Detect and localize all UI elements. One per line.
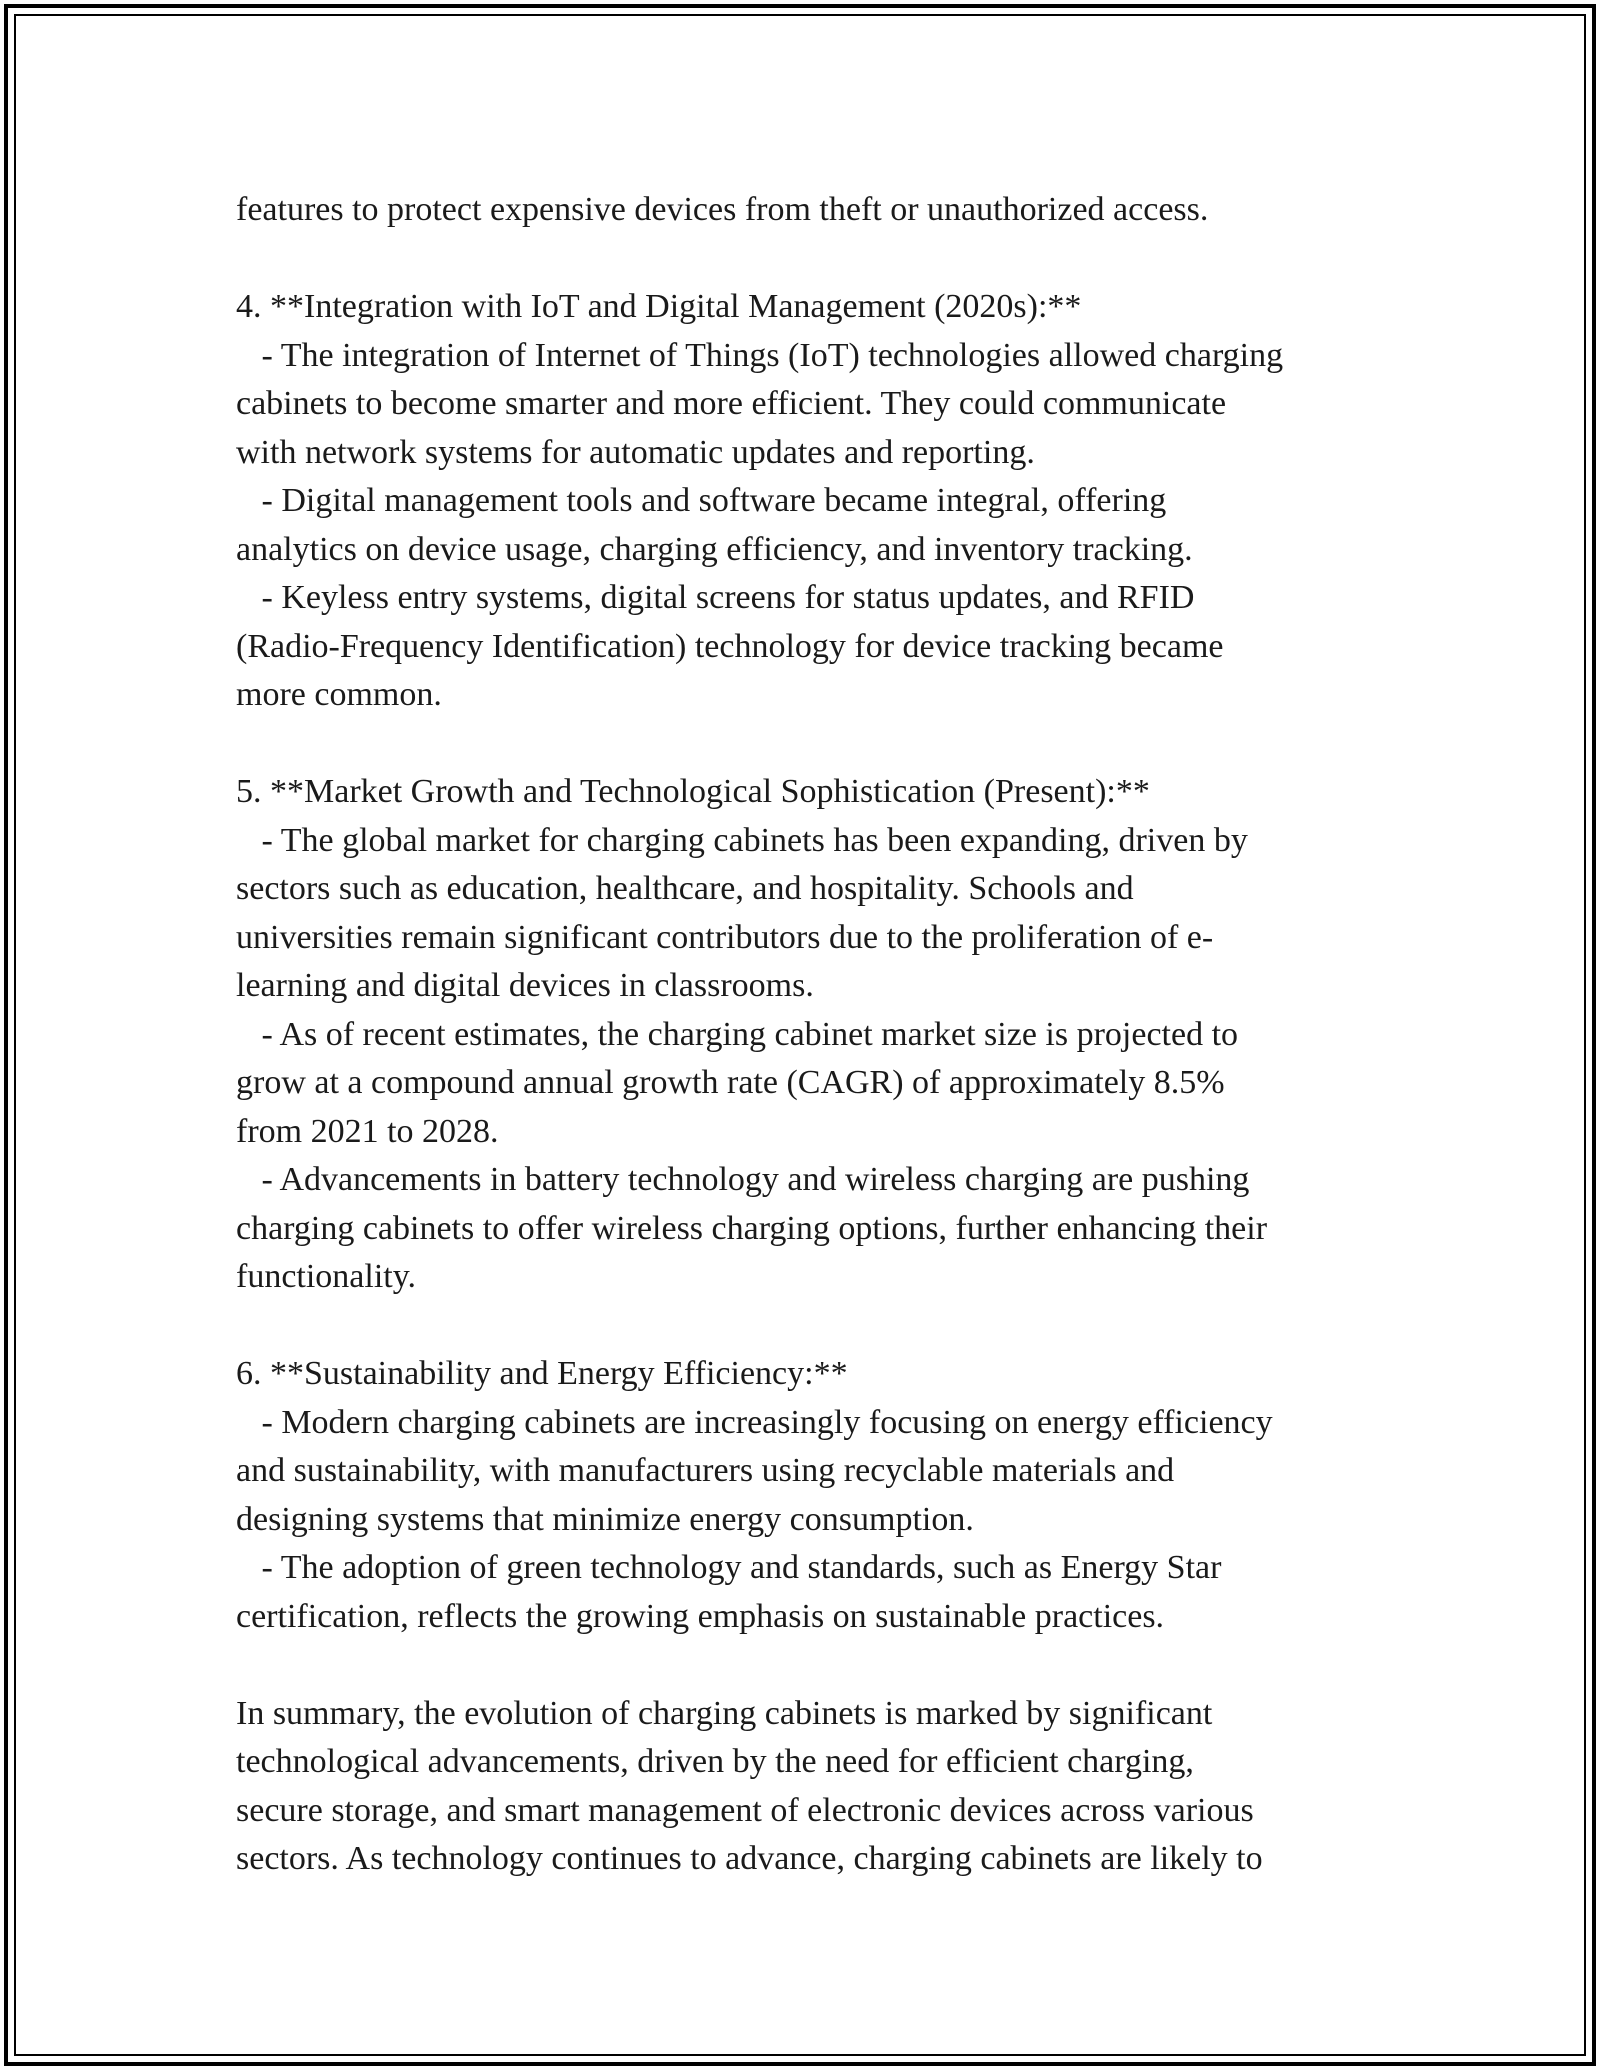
text-line: - The global market for charging cabinets has been expanding, driven by bbox=[236, 821, 1248, 859]
text-line: from 2021 to 2028. bbox=[236, 1112, 499, 1150]
text-line: certification, reflects the growing emphasis on sustainable practices. bbox=[236, 1597, 1165, 1635]
paragraph-gap bbox=[236, 1302, 1386, 1351]
text-line: with network systems for automatic updates and reporting. bbox=[236, 433, 1035, 471]
text-line: analytics on device usage, charging efficiency, and inventory tracking. bbox=[236, 530, 1193, 568]
summary-line: In summary, the evolution of charging cabinets is marked by significant bbox=[236, 1694, 1213, 1732]
text-line: cabinets to become smarter and more efficient. They could communicate bbox=[236, 385, 1227, 422]
summary-line: sectors. As technology continues to advance, charging cabinets are likely to bbox=[236, 1840, 1263, 1877]
section-heading: 5. **Market Growth and Technological Sophistication (Present):** bbox=[236, 773, 1150, 810]
text-line: grow at a compound annual growth rate (CAGR) of approximately 8.5% bbox=[236, 1064, 1225, 1101]
document-body bbox=[236, 186, 1386, 1884]
paragraph-gap bbox=[236, 235, 1386, 284]
text-line: - The integration of Internet of Things (IoT) technologies allowed charging bbox=[236, 336, 1284, 374]
text-line: - Keyless entry systems, digital screens for status updates, and RFID bbox=[236, 579, 1195, 616]
text-line: - As of recent estimates, the charging cabinet market size is projected to bbox=[236, 1015, 1239, 1053]
text-line: and sustainability, with manufacturers using recyclable materials and bbox=[236, 1452, 1175, 1489]
summary-line: secure storage, and smart management of electronic devices across various bbox=[236, 1791, 1254, 1829]
section-heading: 4. **Integration with IoT and Digital Management (2020s):** bbox=[236, 288, 1082, 325]
text-line: designing systems that minimize energy consumption. bbox=[236, 1500, 974, 1538]
text-line: - Modern charging cabinets are increasingly focusing on energy efficiency bbox=[236, 1403, 1273, 1441]
text-line: more common. bbox=[236, 676, 442, 713]
paragraph-gap bbox=[236, 1641, 1386, 1690]
text-line: charging cabinets to offer wireless charging options, further enhancing their bbox=[236, 1209, 1268, 1247]
paragraph-gap bbox=[236, 720, 1386, 769]
text-line: universities remain significant contributors due to the proliferation of e- bbox=[236, 918, 1214, 956]
text-line: sectors such as education, healthcare, and hospitality. Schools and bbox=[236, 870, 1134, 907]
text-line: - Advancements in battery technology and wireless charging are pushing bbox=[236, 1161, 1250, 1198]
section-heading: 6. **Sustainability and Energy Efficiency:** bbox=[236, 1355, 848, 1392]
text-line: (Radio-Frequency Identification) technology for device tracking became bbox=[236, 627, 1224, 665]
text-line: - The adoption of green technology and standards, such as Energy Star bbox=[236, 1549, 1222, 1586]
text-line: functionality. bbox=[236, 1258, 417, 1295]
summary-line: technological advancements, driven by the need for efficient charging, bbox=[236, 1743, 1194, 1780]
text-line: learning and digital devices in classrooms. bbox=[236, 967, 814, 1004]
text-line: features to protect expensive devices from theft or unauthorized access. bbox=[236, 191, 1209, 228]
text-line: - Digital management tools and software became integral, offering bbox=[236, 482, 1167, 519]
